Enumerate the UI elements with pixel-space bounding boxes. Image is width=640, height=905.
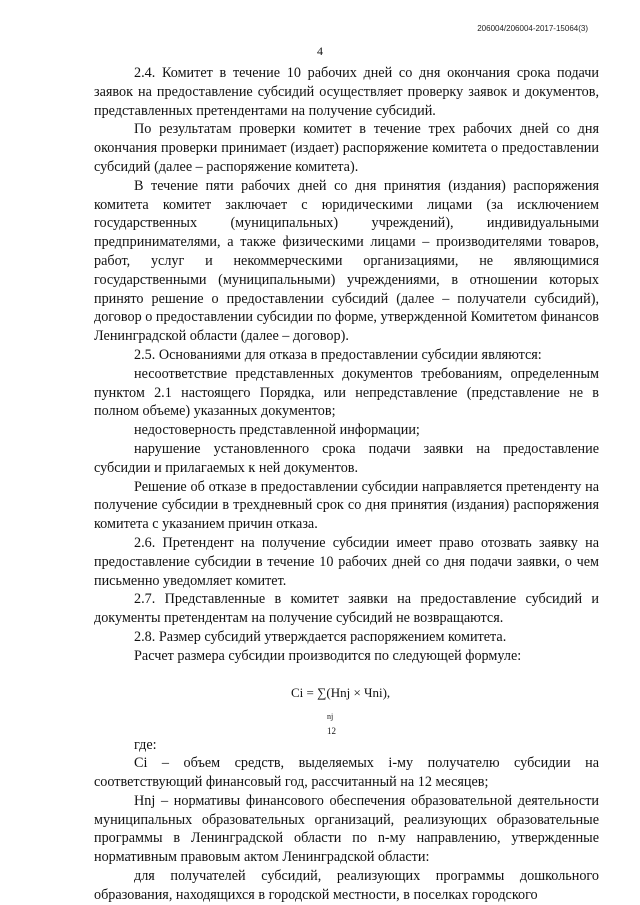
- document-body: [94, 64, 599, 905]
- paragraph-ci-definition: Сi – объем средств, выделяемых i-му получателю субсидии на соответствующий финансовый год, рассчитанный на 12 месяцев;: [94, 755, 599, 791]
- document-id: 206004/206004-2017-15064(3): [477, 24, 588, 33]
- paragraph-review-result: По результатам проверки комитет в течение трех рабочих дней со дня окончания проверки принимает (издает) распоряжение комитета о предоставлении субсидий (далее – распоряжение комитета).: [94, 121, 599, 175]
- paragraph-where: где:: [134, 736, 157, 753]
- paragraph-2-7: 2.7. Представленные в комитет заявки на предоставление субсидий и документы претендентам на получение субсидий не возвращаются.: [94, 591, 599, 627]
- paragraph-2-4: 2.4. Комитет в течение 10 рабочих дней со дня окончания срока подачи заявок на предоставление субсидий осуществляет проверку заявок и документов, представленных претендентами на получение субсидий.: [94, 65, 599, 119]
- paragraph-2-5: 2.5. Основаниями для отказа в предоставлении субсидии являются:: [134, 346, 542, 363]
- paragraph-contract: В течение пяти рабочих дней со дня принятия (издания) распоряжения комитета комитет заключает с юридическими лицами (за исключением государственных (муниципальных) учреждений), индивидуальными предпринимателями, а также физическими лицами – производителями товаров, работ, услуг и некоммерческими организациями, не являющимися государственными (муниципальными) учреждениями, в отношении которых принято решение о предоставлении субсидий (далее – получатели субсидий), договор о предоставлении субсидии по форме, утвержденной Комитетом финансов Ленинградской области (далее – договор).: [94, 177, 599, 345]
- paragraph-hnj-definition: Hnj – нормативы финансового обеспечения образовательной деятельности муниципальных образовательных организаций, реализующих образовательные программы в Ленинградской области по n-му направлению, утвержденные нормативным правовым актом Ленинградской области:: [94, 792, 599, 866]
- formula-subscript: nj: [327, 711, 334, 721]
- page-number: 4: [317, 44, 323, 58]
- paragraph-formula-intro: Расчет размера субсидии производится по следующей формуле:: [134, 647, 522, 664]
- formula-divisor: 12: [327, 725, 336, 736]
- paragraph-2-8: 2.8. Размер субсидий утверждается распоряжением комитета.: [134, 628, 507, 645]
- paragraph-mismatch: несоответствие представленных документов требованиям, определенным пунктом 2.1 настоящего Порядка, или непредставление (представление не в полном объеме) указанных документов;: [94, 365, 599, 420]
- paragraph-unreliable: недостоверность представленной информации;: [134, 422, 420, 439]
- subsidy-formula: [94, 666, 599, 736]
- paragraph-2-6: 2.6. Претендент на получение субсидии имеет право отозвать заявку на предоставление субсидии в течение 10 рабочих дней со дня подачи заявки, о чем письменно уведомляет комитет.: [94, 534, 599, 589]
- paragraph-preschool: для получателей субсидий, реализующих программы дошкольного образования, находящихся в городской местности, в поселках городского: [94, 868, 599, 903]
- formula-main: Сi = ∑(Hnj × Чni),: [291, 684, 391, 700]
- paragraph-deadline: нарушение установленного срока подачи заявки на предоставление субсидии и прилагаемых к ней документов.: [94, 440, 599, 476]
- paragraph-refusal: Решение об отказе в предоставлении субсидии направляется претенденту на получение субсидии в трехдневный срок со дня принятия (издания) распоряжения комитета с указанием причин отказа.: [94, 478, 599, 533]
